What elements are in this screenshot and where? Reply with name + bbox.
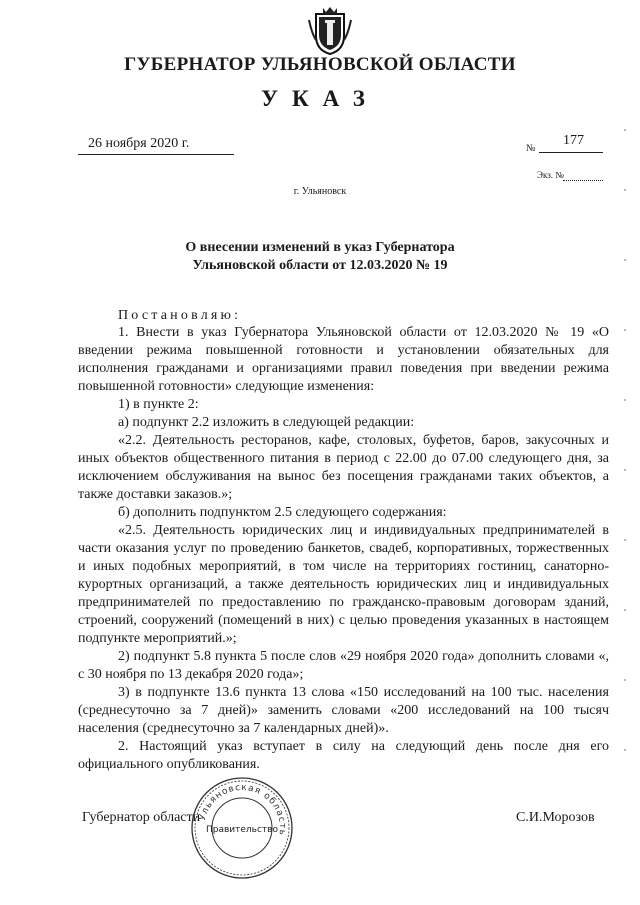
title-line-1: О внесении изменений в указ Губернатора — [185, 240, 455, 255]
signatory-name: С.И.Морозов — [516, 810, 595, 825]
paragraph-item-3: 3) в подпункте 13.6 пункта 13 слова «150 исследований на 100 тыс. населения (среднесуточно за 7 дней)» заменить словами «200 исследований на 100 тысяч населения (среднесуточно за 7 календарных дней)». — [78, 685, 609, 736]
document-date: 26 ноября 2020 г. — [88, 136, 190, 151]
paragraph-2-5-text: «2.5. Деятельность юридических лиц и индивидуальных предпринимателей в части оказания услуг по проведению банкетов, свадеб, корпоративных, торжественных и иных подобных мероприятий, в том числе на территориях гостиниц, санаторно-курортных организаций, а также деятельность юридических лиц и индивидуальных предпринимателей по предоставлению по гражданско-правовым договорам зданий, строений, сооружений (помещений в них) с целью проведения указанных в настоящем подпункте мероприятий.»; — [78, 523, 609, 646]
organization-heading: ГУБЕРНАТОР УЛЬЯНОВСКОЙ ОБЛАСТИ — [124, 54, 516, 75]
signatory-position: Губернатор области — [82, 810, 201, 825]
number-label: № — [526, 143, 536, 154]
issue-city: г. Ульяновск — [293, 186, 347, 197]
official-stamp — [190, 776, 294, 880]
copy-number-label: Экз. № — [537, 170, 564, 180]
paragraph-2: 2. Настоящий указ вступает в силу на следующий день после дня его официального опубликования. — [78, 739, 609, 772]
number-underline — [539, 152, 603, 153]
coat-of-arms-emblem — [305, 6, 355, 56]
paragraph-item-1b: б) дополнить подпунктом 2.5 следующего содержания: — [118, 505, 447, 520]
date-underline — [78, 154, 234, 155]
svg-text:Ульяновская область: Ульяновская область — [197, 782, 288, 837]
paragraph-2-2-text: «2.2. Деятельность ресторанов, кафе, столовых, буфетов, баров, закусочных и иных объектов общественного питания в период с 22.00 до 07.00 следующего дня, за исключением обслуживания на вынос без посещения гражданами таких объектов, а также доставки заказов.»; — [78, 433, 609, 502]
document-body — [78, 324, 609, 774]
scan-margin-dots — [620, 120, 630, 770]
paragraph-1: 1. Внести в указ Губернатора Ульяновской области от 12.03.2020 № 19 «О введении режима повышенной готовности и установлении обязательных для исполнения гражданами и организациями правил поведения при введении режима повышенной готовности» следующие изменения: — [78, 325, 609, 394]
svg-text:Правительство: Правительство — [206, 825, 278, 835]
paragraph-item-1a: а) подпункт 2.2 изложить в следующей редакции: — [118, 415, 415, 430]
paragraph-item-1: 1) в пункте 2: — [118, 397, 199, 412]
document-number: 177 — [563, 133, 584, 148]
decree-word: Постановляю: — [118, 308, 242, 323]
document-title — [150, 239, 490, 275]
paragraph-item-2: 2) подпункт 5.8 пункта 5 после слов «29 ноября 2020 года» дополнить словами «, с 30 ноября по 13 декабря 2020 года»; — [78, 649, 609, 682]
title-line-2: Ульяновской области от 12.03.2020 № 19 — [192, 258, 448, 273]
copy-number-underline — [563, 180, 603, 181]
document-type-heading: УКАЗ — [261, 86, 379, 111]
